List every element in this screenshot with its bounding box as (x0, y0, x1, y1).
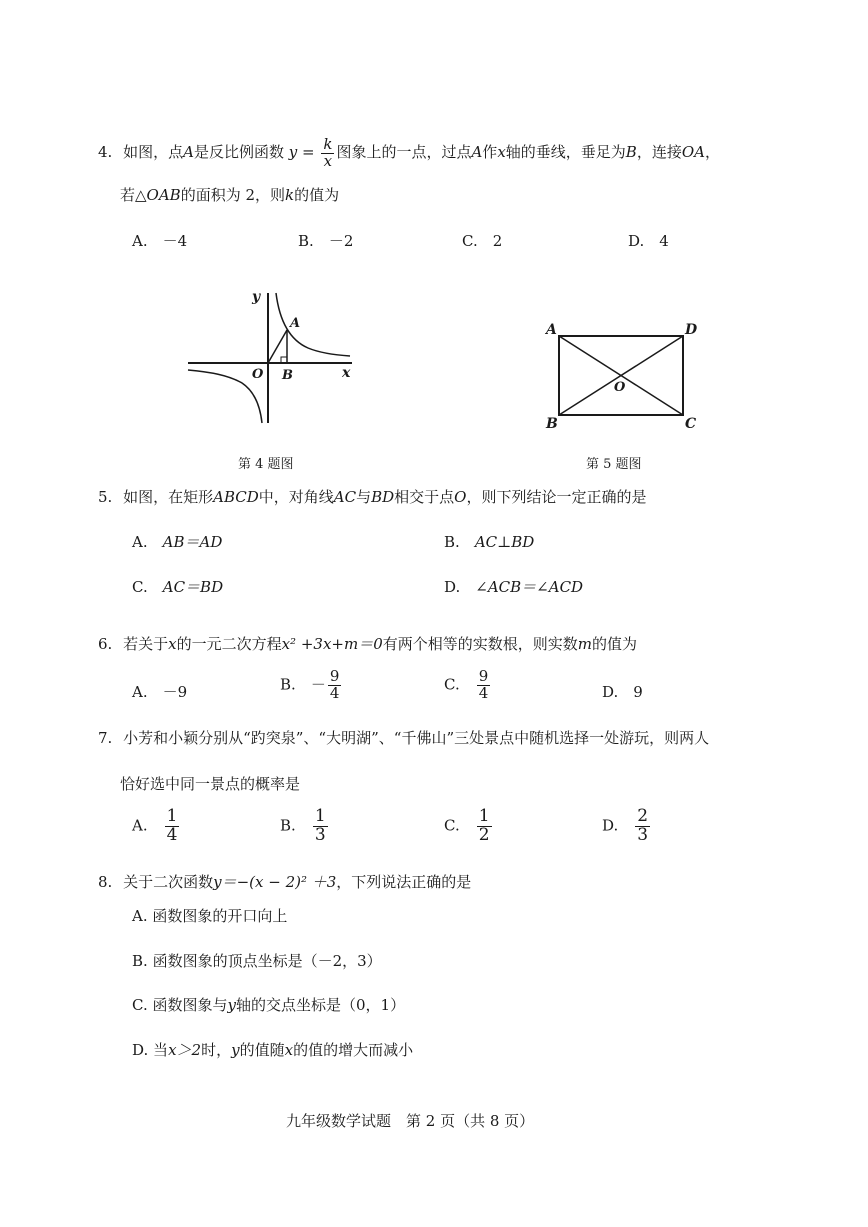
q5-number: 5. (98, 488, 113, 506)
q8-option-c[interactable]: C. 函数图象与y轴的交点坐标是（0，1） (132, 996, 406, 1014)
figure-5-rectangle (538, 315, 708, 435)
q5-option-a[interactable]: A. AB＝AD (132, 533, 223, 551)
q7-number: 7. (98, 729, 113, 747)
q6-number: 6. (98, 635, 113, 653)
q4-line2: 若△OAB的面积为 2，则k的值为 (120, 186, 340, 204)
label-x: x (342, 365, 351, 381)
label-o: O (614, 380, 626, 395)
page-footer: 九年级数学试题 第 2 页（共 8 页） (286, 1112, 535, 1130)
q4-option-d[interactable]: D. 4 (628, 232, 669, 250)
q4-option-a[interactable]: A. －4 (132, 232, 188, 250)
figure-5-caption: 第 5 题图 (586, 457, 642, 472)
q7-option-d[interactable]: D. $\frac{2}{3}$ (602, 806, 649, 845)
label-a: A (546, 322, 557, 338)
label-b: B (282, 368, 293, 383)
q8-option-d[interactable]: D. 当x＞2时，y的值随x的值的增大而减小 (132, 1041, 414, 1059)
q5-option-b[interactable]: B. AC⊥BD (444, 533, 535, 551)
q8-stem: 8. 关于二次函数y＝−(x − 2)² ＋3，下列说法正确的是 (98, 873, 472, 891)
segment-oa (268, 330, 287, 363)
q7-option-b[interactable]: B. $\frac{1}{3}$ (280, 806, 326, 845)
q6-option-d[interactable]: D. 9 (602, 683, 643, 701)
q7-stem-line2: 恰好选中同一景点的概率是 (120, 775, 301, 793)
q8-number: 8. (98, 873, 113, 891)
q5-option-c[interactable]: C. AC＝BD (132, 578, 224, 596)
q4-option-c[interactable]: C. 2 (462, 232, 503, 250)
q8-option-a[interactable]: A. 函数图象的开口向上 (132, 907, 288, 925)
q8-option-b[interactable]: B. 函数图象的顶点坐标是（－2，3） (132, 952, 382, 970)
label-a: A (290, 316, 301, 331)
hyperbola-branch-q3 (188, 370, 262, 423)
q6-option-b[interactable]: B. － $\frac{9}{4}$ (280, 667, 340, 702)
label-o: O (252, 367, 264, 382)
label-c: C (685, 416, 697, 432)
q4-number: 4. (98, 143, 113, 161)
q4-fraction: $\frac{k}{x}$ (323, 134, 333, 170)
q6-stem: 6. 若关于x的一元二次方程x² +3x+m＝0有两个相等的实数根，则实数m的值为 (98, 635, 638, 653)
label-d: D (685, 322, 698, 338)
q7-stem-line1: 7. 小芳和小颖分别从“趵突泉”、“大明湖”、“千佛山”三处景点中随机选择一处游玩，则两人 (98, 729, 710, 747)
label-b: B (546, 416, 558, 432)
q7-option-c[interactable]: C. $\frac{1}{2}$ (444, 806, 490, 845)
q4-option-b[interactable]: B. －2 (298, 232, 354, 250)
q7-option-a[interactable]: A. $\frac{1}{4}$ (132, 806, 178, 845)
figure-4-caption: 第 4 题图 (238, 457, 294, 472)
q6-option-a[interactable]: A. －9 (132, 683, 188, 701)
q4-line1: 4. 如图，点A是反比例函数 y = $\frac{k}{x}$ 图象上的一点，过点A作x轴的垂线，垂足为B，连接OA， (98, 134, 720, 170)
figure-4-hyperbola (180, 285, 370, 430)
q5-option-d[interactable]: D. ∠ACB＝∠ACD (444, 578, 584, 596)
label-y: y (252, 289, 261, 305)
q6-option-c[interactable]: C. $\frac{9}{4}$ (444, 667, 489, 702)
q5-stem: 5. 如图，在矩形ABCD中，对角线AC与BD相交于点O，则下列结论一定正确的是 (98, 488, 647, 506)
